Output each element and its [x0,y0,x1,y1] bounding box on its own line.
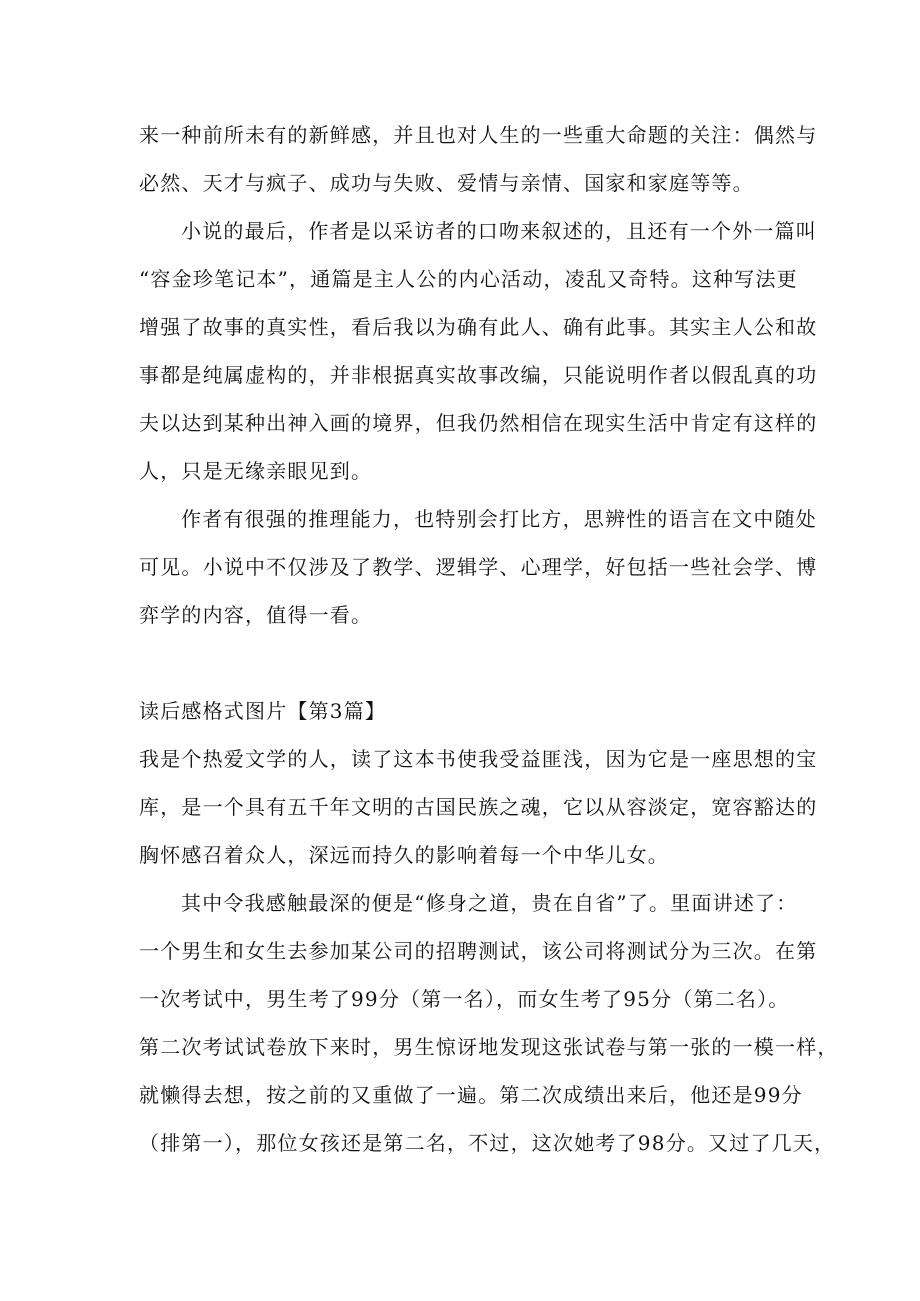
paragraph-5-line-4: 第二次考试试卷放下来时，男生惊讶地发现这张试卷与第一张的一模一样， [139,1035,839,1059]
paragraph-2-line-2: “容金珍笔记本”，通篇是主人公的内心活动，凌乱又奇特。这种写法更 [139,267,798,291]
paragraph-5-line-5: 就懒得去想，按之前的又重做了一遍。第二次成绩出来后，他还是99分 [139,1083,803,1107]
paragraph-5-line-2: 一个男生和女生去参加某公司的招聘测试，该公司将测试分为三次。在第 [139,939,818,963]
paragraph-4-line-1: 我是个热爱文学的人，读了这本书使我受益匪浅，因为它是一座思想的宝 [139,747,818,771]
paragraph-3-line-2: 可见。小说中不仅涉及了教学、逻辑学、心理学，好包括一些社会学、博 [139,555,818,579]
paragraph-4-line-3: 胸怀感召着众人，深远而持久的影响着每一个中华儿女。 [139,843,669,867]
paragraph-5-line-1: 其中令我感触最深的便是“修身之道，贵在自省”了。里面讲述了： [181,891,798,915]
paragraph-3-line-3: 弈学的内容，值得一看。 [139,603,373,627]
paragraph-2-line-1: 小说的最后，作者是以采访者的口吻来叙述的，且还有一个外一篇叫 [181,219,817,243]
paragraph-2-line-6: 人，只是无缘亲眼见到。 [139,459,373,483]
paragraph-5-line-6: （排第一），那位女孩还是第二名，不过，这次她考了98分。又过了几天， [139,1131,836,1155]
paragraph-2-line-4: 事都是纯属虚构的，并非根据真实故事改编，只能说明作者以假乱真的功 [139,363,818,387]
paragraph-4-line-2: 库，是一个具有五千年文明的古国民族之魂，它以从容淡定，宽容豁达的 [139,795,818,819]
paragraph-1-line-1: 来一种前所未有的新鲜感，并且也对人生的一些重大命题的关注：偶然与 [139,123,818,147]
paragraph-2-line-3: 增强了故事的真实性，看后我以为确有此人、确有此事。其实主人公和故 [139,315,818,339]
paragraph-1-line-2: 必然、天才与疯子、成功与失败、爱情与亲情、国家和家庭等等。 [139,171,754,195]
paragraph-5-line-3: 一次考试中，男生考了99分（第一名），而女生考了95分（第二名）。 [139,987,790,1011]
paragraph-3-line-1: 作者有很强的推理能力，也特别会打比方，思辨性的语言在文中随处 [181,507,817,531]
section-heading: 读后感格式图片【第3篇】 [139,699,387,723]
paragraph-2-line-5: 夫以达到某种出神入画的境界，但我仍然相信在现实生活中肯定有这样的 [139,411,818,435]
